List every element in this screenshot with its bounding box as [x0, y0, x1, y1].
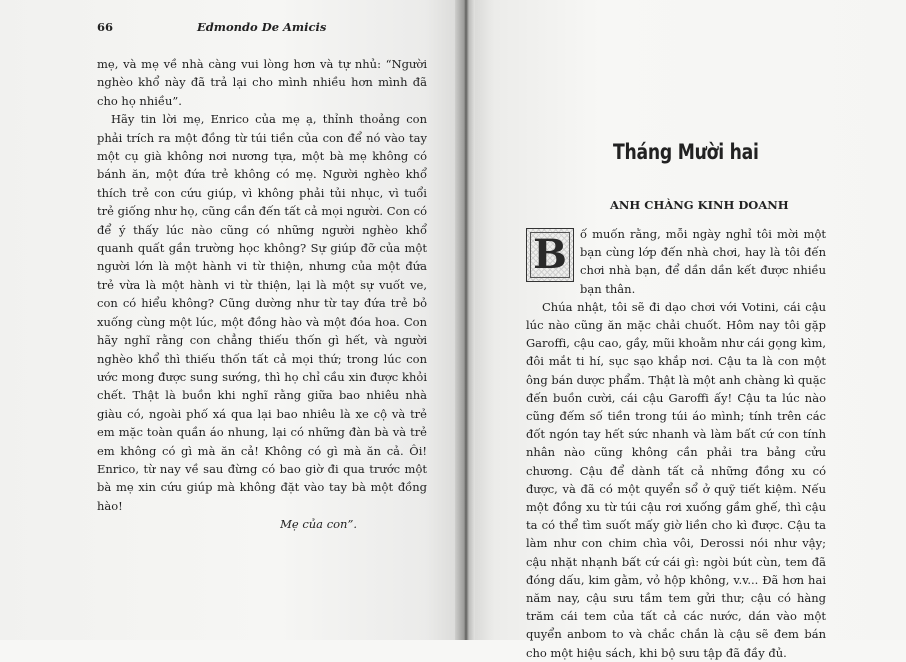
page-number: 66 [97, 20, 114, 34]
running-head: Edmondo De Amicis [197, 20, 327, 34]
letter-signature: Mẹ của con”. [280, 517, 357, 532]
book-gutter [455, 0, 475, 640]
paragraph: ố muốn rằng, mỗi ngày nghỉ tôi mời một bạn cùng lớp đến nhà chơi, hay là tôi đến chơi nhà bạn, để dần dần kết được nhiều bạn thân. [580, 227, 826, 296]
left-page [0, 0, 462, 640]
paragraph: Hãy tin lời mẹ, Enrico của mẹ ạ, thỉnh thoảng con phải trích ra một đồng từ túi tiền của con để nó vào tay một cụ già không nơi nương tựa, một bà mẹ không có bánh ăn, một đứa trẻ không có mẹ. Người nghèo khổ thích trẻ con cứu giúp, vì không phải tủi nhục, vì tuổi trẻ giống như họ, cũng cần đến tất cả mọi người. Con có để ý thấy lúc nào cũng có những người nghèo khổ quanh quất gần trường học không? Sự giúp đỡ của một người lớn là một hành vi từ thiện, nhưng của một đứa trẻ vừa là một hành vi từ thiện, lại là một sự vuốt ve, con có hiểu không? Cũng dường như từ tay đứa trẻ bỏ xuống cùng một lúc, một đồng hào và một đóa hoa. Con hãy nghĩ rằng con chẳng thiếu thốn gì hết, và người nghèo khổ thì thiếu thốn tất cả mọi thứ; trong lúc con ước mong được sung sướng, thì họ chỉ cầu xin được khỏi chết. Thật là buồn khi nghĩ rằng giữa bao nhiêu nhà giàu có, ngoài phố xá qua lại bao nhiêu là xe cộ và trẻ em mặc toàn quần áo nhung, lại có những đàn bà và trẻ em không có gì mà ăn cả! Không có gì mà ăn cả. Ôi! Enrico, từ nay về sau đừng có bao giờ đi qua trước một bà mẹ xin cứu giúp mà không đặt vào tay bà một đồng hào! [97, 112, 427, 513]
right-page [468, 0, 906, 660]
chapter-title: Tháng Mười hai [613, 140, 759, 164]
paragraph: Chúa nhật, tôi sẽ đi dạo chơi với Votini, cái cậu lúc nào cũng ăn mặc chải chuốt. Hôm nay tôi gặp Garoffi, cậu cao, gầy, mũi khoằm như cái gọng kìm, đôi mắt ti hí, sục sạo khắp nơi. Cậu ta là con một ông bán dược phẩm. Thật là một anh chàng kì quặc đến buồn cười, cái cậu Garoffi ấy! Cậu ta lúc nào cũng đếm số tiền trong túi áo mình; tính trên các đốt ngón tay hết sức nhanh và làm bất cứ con tính nhân nào cũng không cần phải tra bảng cửu chương. Cậu để dành tất cả những đồng xu có được, và đã có một quyển sổ ở quỹ tiết kiệm. Nếu một đồng xu từ túi cậu rơi xuống gầm ghế, thì cậu ta có thể tìm suốt mấy giờ liền cho kì được. Cậu ta làm như con chim chìa vôi, Derossi nói như vậy; cậu nhặt nhạnh bất cứ cái gì: ngòi bút cùn, tem đã đóng dấu, kim gằm, vỏ hộp không, v.v... Đã hơn hai năm nay, cậu sưu tầm tem gửi thư; cậu có hàng trăm cái tem của tất cả các nước, dán vào một quyển anbom to và chắc chắn là cậu sẽ đem bán cho một hiệu sách, khi bộ sưu tập đã đầy đủ. [526, 299, 826, 660]
right-page-body [526, 225, 826, 662]
section-title: ANH CHÀNG KINH DOANH [610, 198, 789, 212]
ornamental-drop-cap [526, 228, 574, 282]
left-page-body [97, 55, 427, 534]
paragraph: mẹ, và mẹ về nhà càng vui lòng hơn và tự nhủ: “Người nghèo khổ này đã trả lại cho mình nhiều hơn mình đã cho họ nhiều”. [97, 57, 427, 108]
drop-cap-letter: B [530, 232, 570, 278]
